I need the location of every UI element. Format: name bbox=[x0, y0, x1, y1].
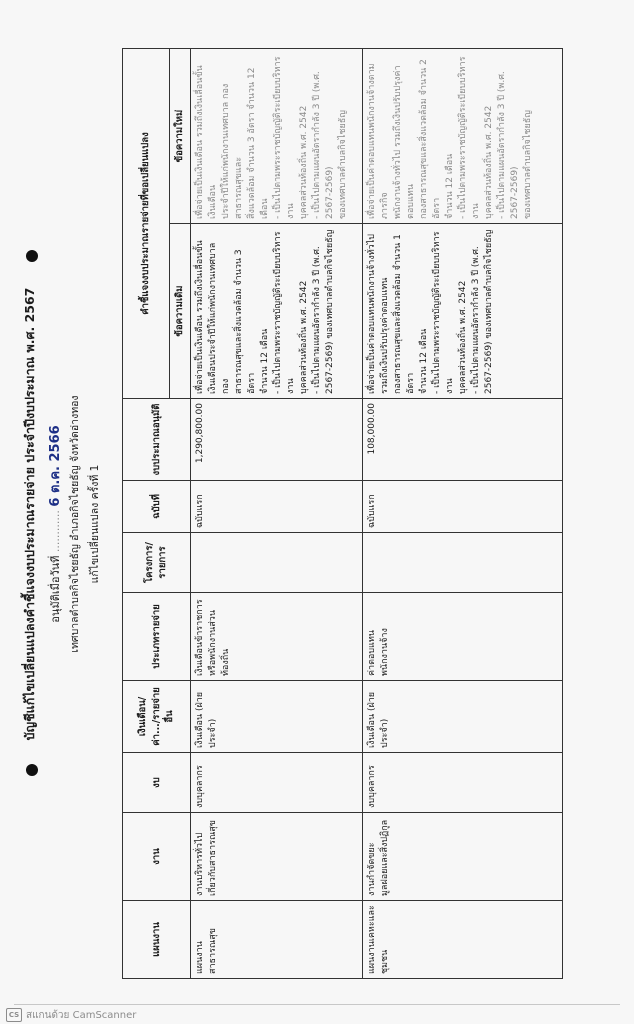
cell-item: เงินเดือนข้าราชการ หรือพนักงานส่วนท้องถิ่น bbox=[190, 593, 362, 681]
new-text-line: - เป็นไปตามแผนอัตรากำลัง 3 ปี (พ.ศ. 2567-2569) bbox=[497, 71, 521, 219]
new-text-line: - เป็นไปตามแผนอัตรากำลัง 3 ปี (พ.ศ. 2567-2569) bbox=[312, 71, 336, 219]
budget-change-table bbox=[122, 48, 563, 979]
cell-new-text bbox=[190, 49, 362, 224]
new-text-line: จำนวน 12 เดือน bbox=[445, 153, 456, 219]
cell-budget: งบบุคลากร bbox=[190, 753, 362, 813]
header-version: ฉบับที่ bbox=[123, 481, 191, 533]
new-text-line: บุคคลส่วนท้องถิ่น พ.ศ. 2542 bbox=[299, 105, 310, 219]
cell-project bbox=[362, 533, 562, 593]
new-text-line: บุคคลส่วนท้องถิ่น พ.ศ. 2542 bbox=[484, 105, 495, 219]
cell-category: เงินเดือน (ฝ่ายประจำ) bbox=[190, 681, 362, 753]
scanner-text: สแกนด้วย CamScanner bbox=[26, 1009, 137, 1021]
old-text-line: รวมถึงเงินปรับปรุงค่าตอบแทน bbox=[379, 277, 390, 394]
cell-category: เงินเดือน (ฝ่ายประจำ) bbox=[362, 681, 562, 753]
header-item: ประเภทรายจ่าย bbox=[123, 593, 191, 681]
new-text-line: ของเทศบาลตำบลกิจไชยธัญ bbox=[338, 110, 349, 219]
cell-work: งานบริหารทั่วไปเกี่ยวกับสาธารณสุข bbox=[190, 813, 362, 901]
new-text-line: สิ่งแวดล้อม จำนวน 3 อัตรา จำนวน 12 เดือน bbox=[246, 67, 270, 219]
header-project: โครงการ/รายการ bbox=[123, 533, 191, 593]
new-text-line: ของเทศบาลตำบลกิจไชยธัญ bbox=[523, 110, 534, 219]
cell-amount: 108,000.00 bbox=[362, 399, 562, 481]
header-amount: งบประมาณอนุมัติ bbox=[123, 399, 191, 481]
page-edge bbox=[14, 1004, 620, 1005]
old-text-line: - เป็นไปตามแผนอัตรากำลัง 3 ปี (พ.ศ. bbox=[471, 246, 482, 394]
new-text-line: ประจำปีให้แก่พนักงานเทศบาล กองสาธารณสุขและ bbox=[220, 83, 244, 219]
cell-amount: 1,290,800.00 bbox=[190, 399, 362, 481]
old-text-line: จำนวน 12 เดือน bbox=[418, 328, 429, 394]
old-text-line: 2567-2569) ของเทศบาลตำบลกิจไชยธัญ bbox=[484, 229, 495, 394]
old-text-line: กองสาธารณสุขและสิ่งแวดล้อม จำนวน 1 อัตรา bbox=[392, 234, 416, 394]
table-row bbox=[190, 49, 362, 979]
new-text-line: เพื่อจ่ายเป็นเงินเดือน รวมถึงเงินเลื่อนขั้นเงินเดือน bbox=[194, 65, 218, 219]
header-work: งาน bbox=[123, 813, 191, 901]
old-text-line: บุคคลส่วนท้องถิ่น พ.ศ. 2542 bbox=[299, 280, 310, 394]
cell-old-text bbox=[190, 224, 362, 399]
old-text-line: - เป็นไปตามพระราชบัญญัติระเบียบบริหารงาน bbox=[273, 231, 297, 394]
old-text-line: เพื่อจ่ายเป็นค่าตอบแทนพนักงานจ้างทั่วไป bbox=[366, 234, 377, 394]
cell-plan: แผนงานสาธารณสุข bbox=[190, 901, 362, 979]
cell-old-text bbox=[362, 224, 562, 399]
scanner-watermark bbox=[6, 1008, 136, 1022]
old-text-line: 2567-2569) ของเทศบาลตำบลกิจไชยธัญ bbox=[325, 229, 336, 394]
header-old-text: ข้อความเดิม bbox=[170, 224, 191, 399]
old-text-line: สาธารณสุขและสิ่งแวดล้อม จำนวน 3 อัตรา bbox=[233, 249, 257, 394]
camscanner-logo-icon: CS bbox=[6, 1008, 22, 1022]
new-text-line: - เป็นไปตามพระราชบัญญัติระเบียบบริหารงาน bbox=[458, 56, 482, 219]
header-plan: แผนงาน bbox=[123, 901, 191, 979]
cell-budget: งบบุคลากร bbox=[362, 753, 562, 813]
cell-item: ค่าตอบแทนพนักงานจ้าง bbox=[362, 593, 562, 681]
cell-new-text bbox=[362, 49, 562, 224]
header-budget: งบ bbox=[123, 753, 191, 813]
old-text-line: บุคคลส่วนท้องถิ่น พ.ศ. 2542 bbox=[458, 280, 469, 394]
cell-project bbox=[190, 533, 362, 593]
old-text-line: เงินเดือนประจำปีให้แก่พนักงานเทศบาล กอง bbox=[207, 242, 231, 394]
header-category: เงินเดือน/ค่า.../รายจ่ายอื่น bbox=[123, 681, 191, 753]
new-text-line: พนักงานจ้างทั่วไป รวมถึงเงินปรับปรุงค่าตอบแทน bbox=[392, 65, 416, 219]
table-header-row bbox=[123, 49, 170, 979]
cell-version: ฉบับแรก bbox=[362, 481, 562, 533]
header-explain: คำชี้แจงงบประมาณรายจ่ายที่ขอเปลี่ยนแปลง bbox=[123, 49, 170, 399]
approval-date: 6 ต.ค. 2566 bbox=[48, 425, 63, 507]
cell-plan: แผนงานเคหะและชุมชน bbox=[362, 901, 562, 979]
old-text-line: จำนวน 12 เดือน bbox=[260, 328, 270, 394]
old-text-line: เพื่อจ่ายเป็นเงินเดือน รวมถึงเงินเลื่อนขั้น bbox=[194, 240, 205, 394]
table-row bbox=[362, 49, 562, 979]
cell-work: งานกำจัดขยะมูลฝอยและสิ่งปฏิกูล bbox=[362, 813, 562, 901]
approval-label: อนุมัติเมื่อวันที่ bbox=[49, 555, 62, 623]
new-text-line: เพื่อจ่ายเป็นค่าตอบแทนพนักงานจ้างตามภารกิจ bbox=[366, 63, 390, 219]
new-text-line: กองสาธารณสุขและสิ่งแวดล้อม จำนวน 2 อัตรา bbox=[418, 59, 442, 219]
header-new-text: ข้อความใหม่ bbox=[170, 49, 191, 224]
organization-name: เทศบาลตำบลกิจไชยธัญ อำเภอกิจไชยธัญ จังหวัดอ่างทอง bbox=[69, 395, 81, 653]
approval-line: อนุมัติเมื่อวันที่ ............ 6 ต.ค. 2566 bbox=[48, 425, 63, 623]
document-title: บัญชีแก้ไขเปลี่ยนแปลงคำชี้แจงงบประมาณรายจ่าย ประจำปีงบประมาณ พ.ศ. 2567 bbox=[22, 287, 37, 741]
old-text-line: - เป็นไปตามพระราชบัญญัติระเบียบบริหารงาน bbox=[432, 231, 456, 394]
revision-round: แก้ไขเปลี่ยนแปลง ครั้งที่ 1 bbox=[89, 464, 101, 584]
new-text-line: - เป็นไปตามพระราชบัญญัติระเบียบบริหารงาน bbox=[273, 56, 297, 219]
cell-version: ฉบับแรก bbox=[190, 481, 362, 533]
old-text-line: - เป็นไปตามแผนอัตรากำลัง 3 ปี (พ.ศ. bbox=[312, 246, 323, 394]
